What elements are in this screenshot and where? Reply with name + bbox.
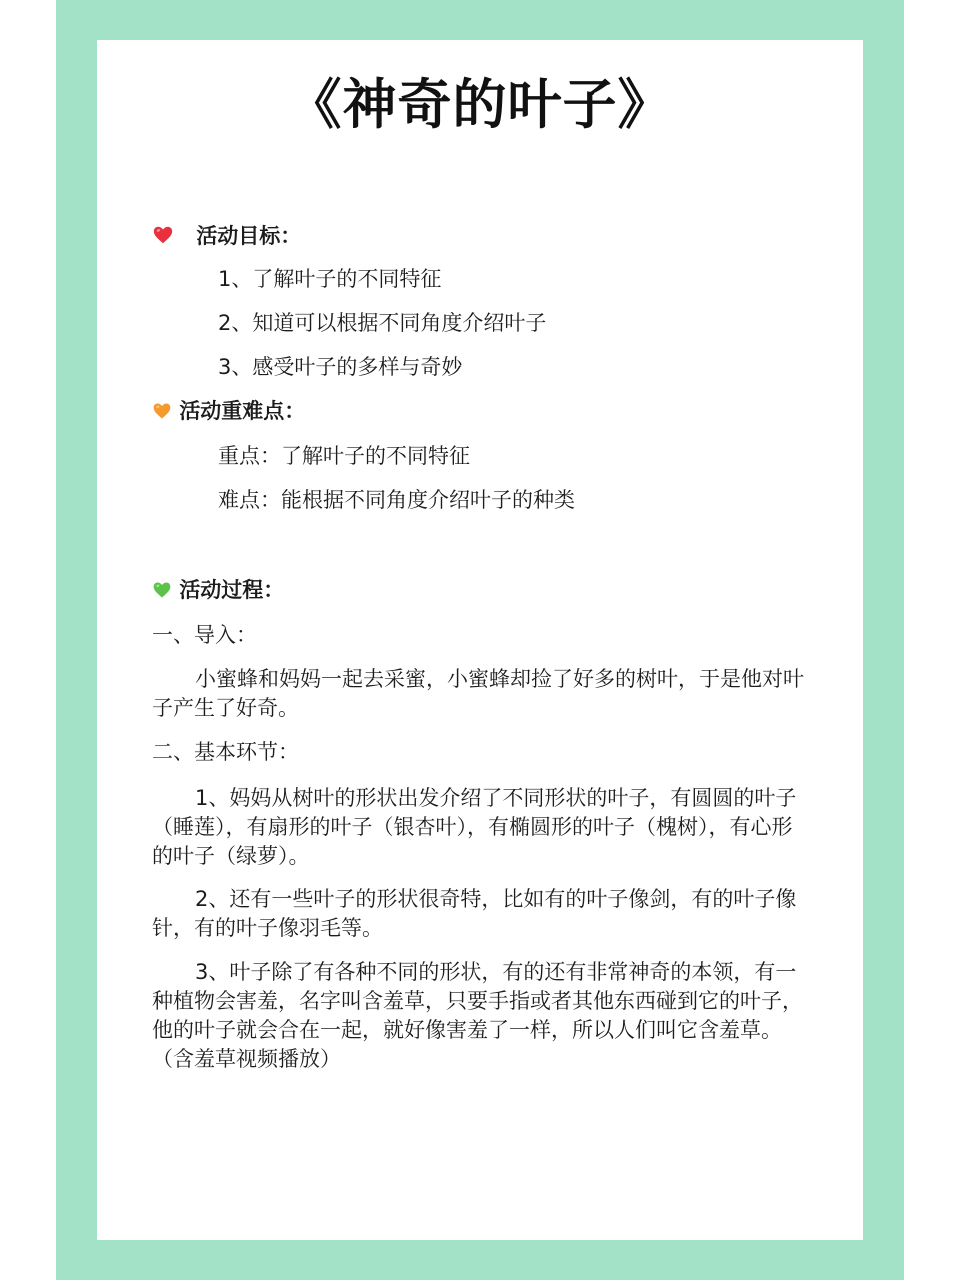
goal-item: 3、感受叶子的多样与奇妙 (218, 355, 463, 379)
goals-heading: 活动目标： (196, 224, 302, 248)
document-page (97, 40, 863, 1240)
key-points-heading: 活动重难点： (179, 399, 306, 423)
intro-label: 一、导入： (152, 623, 257, 647)
goals-heading-row (152, 222, 301, 251)
page-title: 《神奇的叶子》 (287, 73, 673, 136)
basic-paragraph: 3、叶子除了有各种不同的形状，有的还有非常神奇的本领，有一种植物会害羞，名字叫含羞草，只要手指或者其他东西碰到它的叶子，他的叶子就会合在一起，就好像害羞了一样，所以人们叫它含羞草。（含羞草视频播放） (152, 960, 803, 1071)
goal-item: 1、了解叶子的不同特征 (218, 267, 442, 291)
basic-paragraph: 1、妈妈从树叶的形状出发介绍了不同形状的叶子，有圆圆的叶子（睡莲），有扇形的叶子（银杏叶），有椭圆形的叶子（槐树），有心形的叶子（绿萝）。 (152, 786, 797, 868)
orange-heart-icon (152, 401, 172, 421)
basic-label: 二、基本环节： (152, 740, 299, 764)
basic-paragraph: 2、还有一些叶子的形状很奇特，比如有的叶子像剑，有的叶子像针，有的叶子像羽毛等。 (152, 887, 797, 940)
key-point-item: 难点：能根据不同角度介绍叶子的种类 (218, 488, 575, 512)
goal-item: 2、知道可以根据不同角度介绍叶子 (218, 311, 547, 335)
key-points-heading-row (152, 397, 305, 426)
green-heart-icon (152, 580, 172, 600)
process-heading-row (152, 576, 284, 605)
red-heart-icon (152, 224, 174, 246)
process-heading: 活动过程： (179, 578, 285, 602)
intro-paragraph: 小蜜蜂和妈妈一起去采蜜，小蜜蜂却捡了好多的树叶，于是他对叶子产生了好奇。 (152, 667, 804, 720)
key-point-item: 重点：了解叶子的不同特征 (218, 444, 470, 468)
